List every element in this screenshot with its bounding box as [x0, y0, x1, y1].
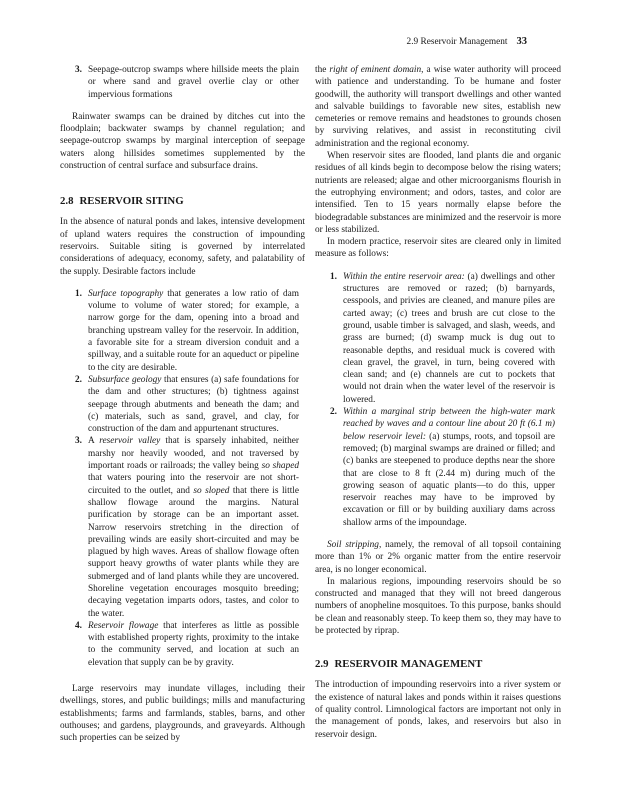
- list-item: [60, 374, 305, 435]
- emphasis-term: Soil stripping: [327, 539, 379, 550]
- section-number: 2.9: [315, 658, 329, 671]
- right-column: [315, 64, 561, 741]
- paragraph: In the absence of natural ponds and lakes, intensive development of upland waters requires the construction of impounding reservoirs. Suitable siting is governed by interrelated considerations of adequacy, economy, safety, and palatability of the supply. Desirable factors include: [60, 217, 305, 277]
- list-item: [315, 406, 561, 529]
- list-item-text: Seepage-outcrop swamps where hillside meets the plain or where sand and gravel overlie clay or other impervious formations: [88, 65, 299, 100]
- list-item-number: 3.: [75, 436, 82, 447]
- emphasis-term: reservoir valley: [99, 436, 161, 447]
- emphasis-term: right of eminent domain: [329, 65, 422, 75]
- paragraph: Rainwater swamps can be drained by ditches cut into the floodplain; backwater swamps by channel regulation; and seepage-outcrop swamps by marginal interception of seepage waters along hillsides sometimes supplemented by the construction of central surface and subsurface drains.: [60, 111, 305, 172]
- swamp-type-list: [60, 64, 305, 101]
- list-item: [60, 620, 305, 669]
- list-item-body: (a) stumps, roots, and topsoil are removed; (b) marginal swamps are drained or filled; and (c) banks are steepened to produce depths near the shore that are close to 8 ft (2.44 m) during much of the growing season of aquatic plants—to do this, upper reservoir reaches may have to be improved by excavation or fill or by building auxiliary dams across shallow arms of the impoundage.: [343, 431, 556, 528]
- list-item-body: that waters pouring into the reservoir are not short-circuited to the outlet, and: [88, 473, 299, 496]
- paragraph: Large reservoirs may inundate villages, including their dwellings, stores, and public buildings; mills and manufacturing establishments; farms and farmlands, stables, barns, and other outhouses; and gardens, playgrounds, and graveyards. Although such properties can be seized by: [60, 684, 305, 744]
- list-item: [60, 64, 305, 101]
- emphasis-term: Within a marginal strip between the high-water mark reached by waves and a contour line about 20 ft (6.1 m) below reservoir level:: [343, 407, 555, 442]
- list-item-body: that generates a low ratio of dam volume to volume of water stored; for example, a narrow gorge for the dam, opening into a broad and branching upstream valley for the reservoir. In addition, a favorable site for a stream diversion conduit and a spillway, and a suitable route for an aqueduct or pipeline to the city are desirable.: [88, 288, 299, 373]
- list-item-text: [88, 620, 305, 669]
- paragraph: In malarious regions, impounding reservoirs should be so constructed and managed that they will not breed dangerous numbers of anopheline mosquitoes. To this purpose, banks should be clean and reasonably steep. To keep them so, they may have to be protected by riprap.: [315, 576, 561, 637]
- paragraph: [315, 64, 561, 150]
- siting-factor-list: [60, 288, 305, 669]
- list-item-number: 2.: [75, 374, 82, 385]
- section-heading-2-8: [60, 194, 305, 208]
- paragraph: The introduction of impounding reservoirs into a river system or the existence of natural lakes and ponds within it raises questions of quality control. Limnological factors are important not only in the management of ponds, lakes, and reservoirs but also in reservoir design.: [315, 680, 561, 740]
- list-item-body: that ensures (a) safe foundations for the dam and other structures; (b) tightness against seepage through abutments and beneath the dam; and (c) materials, such as sand, gravel, and clay, for construction of the dam and appurtenant structures.: [88, 374, 299, 435]
- emphasis-term: Within the entire reservoir area:: [343, 271, 465, 282]
- section-title: RESERVOIR SITING: [79, 195, 184, 208]
- list-item-body: (a) dwellings and other structures are removed or razed; (b) barnyards, cesspools, and privies are cleaned, and manure piles are carted away; (c) trees and brush are cut close to the ground, usable timber is salvaged, and slash, weeds, and grass are burned; (d) swamp muck is dug out to reasonable depths, and residual muck is covered with clean gravel, the gravel, in turn, being covered with clean sand; and (e) channels are cut to pockets that would not drain when the water level of the reservoir is lowered.: [343, 271, 555, 405]
- list-item-body: that interferes as little as possible with established property rights, proximity to the intake to the community served, and location at such an elevation that supply can be by gravity.: [88, 620, 299, 668]
- paragraph: [315, 539, 561, 576]
- list-item-number: 1.: [330, 271, 337, 282]
- emphasis-term: so shaped: [261, 461, 299, 472]
- list-item: [60, 435, 305, 619]
- running-head: [407, 36, 527, 48]
- list-item-body: that there is little shallow flowage around the margins. Natural purification by storage can be an important asset. Narrow reservoirs stretching in the direction of prevailing winds are easily short-circuited and may be plagued by high waves. Areas of shallow flowage often support heavy growths of water plants while they are submerged and of land plants while they are uncovered. Shoreline vegetation encourages mosquito breeding; decaying vegetation imparts odors, tastes, and color to the water.: [88, 485, 299, 619]
- paragraph: In modern practice, reservoir sites are cleared only in limited measure as follows:: [315, 237, 561, 260]
- emphasis-term: Reservoir flowage: [88, 620, 159, 631]
- paragraph: When reservoir sites are flooded, land plants die and organic residues of all kinds begin to decompose below the rising waters; nutrients are released; algae and other microorganisms flourish in the eutrophying environment; and odors, tastes, and color are intensified. Ten to 15 years normally elapse before the biodegradable substances are minimized and the reservoir is more or less stabilized.: [315, 151, 561, 235]
- emphasis-term: so sloped: [193, 485, 230, 496]
- section-number: 2.8: [60, 195, 74, 208]
- list-item-number: 4.: [75, 620, 82, 631]
- list-item-number: 3.: [75, 65, 82, 75]
- left-column: [60, 64, 305, 745]
- paragraph-text: , a wise water authority will proceed with patience and understanding. To be humane and foster goodwill, the authority will transport dwellings and other wanted and salvable buildings to favorable new sites, establish new cemeteries or remove remains and headstones to grounds chosen by surviving relatives, and assist in reconstituting civil administration and the regional economy.: [315, 65, 562, 149]
- list-item-text: [88, 288, 305, 374]
- list-item-text: [88, 435, 305, 619]
- section-title: RESERVOIR MANAGEMENT: [334, 658, 483, 671]
- list-item: [315, 271, 561, 406]
- list-item-body: A: [88, 436, 100, 447]
- running-head-section: 2.9 Reservoir Management: [406, 37, 508, 47]
- list-item-number: 2.: [330, 407, 337, 418]
- list-item-text: [88, 374, 305, 435]
- emphasis-term: Subsurface geology: [88, 374, 162, 385]
- list-item-text: [343, 406, 561, 529]
- clearing-list: [315, 271, 561, 529]
- list-item-text: [343, 271, 561, 406]
- list-item: [60, 288, 305, 374]
- paragraph-text: the: [315, 65, 330, 75]
- emphasis-term: Surface topography: [88, 288, 164, 299]
- section-heading-2-9: [315, 657, 561, 671]
- page-number: 33: [516, 36, 527, 47]
- list-item-body: that is sparsely inhabited, neither marshy nor heavily wooded, and not traversed by important roads or railroads; the valley being: [88, 436, 299, 472]
- list-item-number: 1.: [75, 288, 82, 299]
- paragraph-text: , namely, the removal of all topsoil containing more than 1% or 2% organic matter from the entire reservoir area, is no longer economical.: [315, 539, 561, 575]
